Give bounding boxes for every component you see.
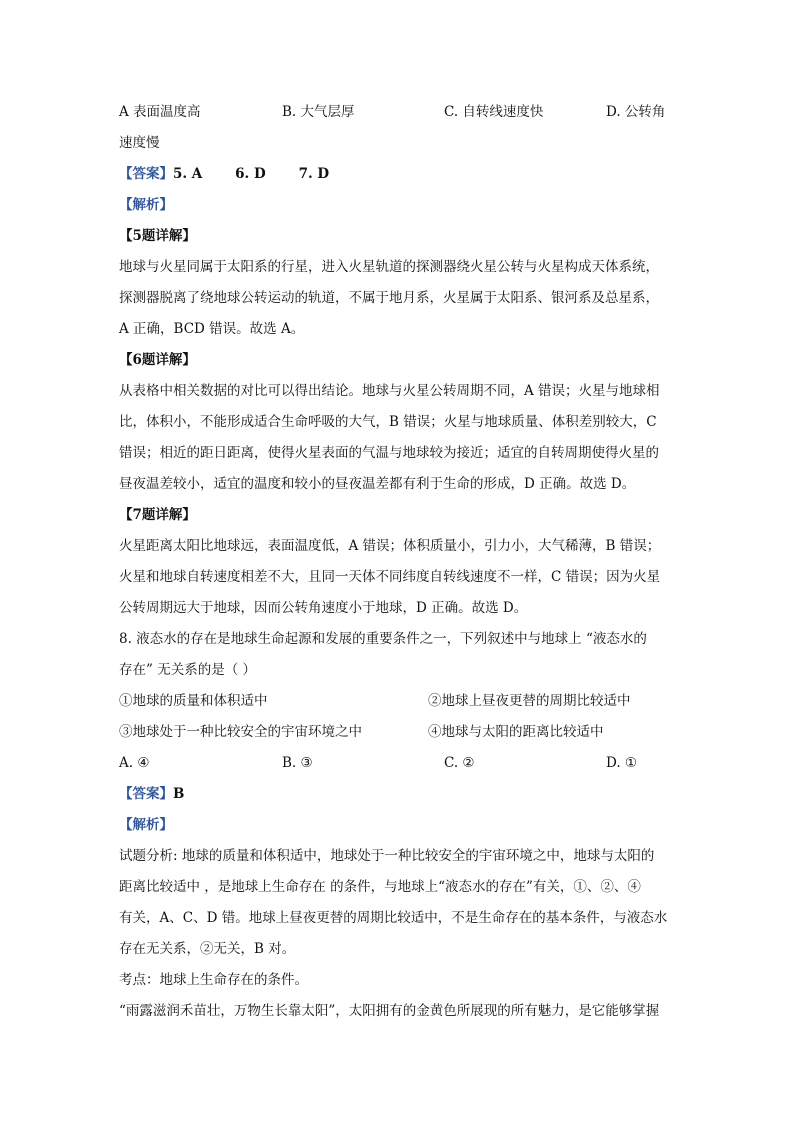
q8-items-row-1 xyxy=(119,689,679,720)
q5-line-1: 地球与火星同属于太阳系的行星，进入火星轨道的探测器绕火星公转与火星构成天体系统， xyxy=(119,259,659,275)
q8-items-row-2 xyxy=(119,720,679,751)
q8-option-b: B. ③ xyxy=(282,755,313,771)
q8-item-1: ①地球的质量和体积适中 xyxy=(119,693,268,709)
option-c: C. 自转线速度快 xyxy=(444,104,544,120)
q8-stem-line-1: 8. 液态水的存在是地球生命起源和发展的重要条件之一，下列叙述中与地球上 “液态水的 xyxy=(119,631,647,647)
option-b: B. 大气层厚 xyxy=(282,104,355,120)
document-page xyxy=(119,100,679,1030)
q8-item-3: ③地球处于一种比较安全的宇宙环境之中 xyxy=(119,724,362,740)
q8-option-a: A. ④ xyxy=(119,755,150,771)
kaodian-line: 考点：地球上生命存在的条件。 xyxy=(119,972,308,988)
q8-item-2: ②地球上昼夜更替的周期比较适中 xyxy=(428,693,631,709)
q6-line-1: 从表格中相关数据的对比可以得出结论。地球与火星公转周期不同，A 错误；火星与地球相 xyxy=(119,383,660,399)
q8-analysis-line-4: 存在无关系，②无关，B 对。 xyxy=(119,941,296,957)
q6-line-2: 比，体积小，不能形成适合生命呼吸的大气，B 错误；火星与地球质量、体积差别较大，C xyxy=(119,414,657,430)
q7-line-1: 火星距离太阳比地球远，表面温度低，A 错误；体积质量小，引力小，大气稀薄，B 错误； xyxy=(119,538,661,554)
analysis-heading xyxy=(119,193,679,224)
answer-label-2: 【答案】 xyxy=(119,786,173,802)
q7-heading-text: 【7题详解】 xyxy=(119,507,196,523)
answer-label: 【答案】 xyxy=(119,166,173,182)
analysis-label: 【解析】 xyxy=(119,197,173,213)
q8-stem-line-2: 存在” 无关系的是（ ） xyxy=(119,662,256,678)
q8-options-row xyxy=(119,751,679,782)
q6-line-3: 错误；相近的距日距离，使得火星表面的气温与地球较为接近；适宜的自转周期使得火星的 xyxy=(119,445,659,461)
analysis-label-2: 【解析】 xyxy=(119,817,173,833)
q5-line-3: A 正确，BCD 错误。故选 A。 xyxy=(119,321,305,337)
q7-line-2: 火星和地球自转速度相差不大，且同一天体不同纬度自转线速度不一样，C 错误；因为火星 xyxy=(119,569,661,585)
answer-text: 5. A 6. D 7. D xyxy=(173,166,330,182)
q7-options-row xyxy=(119,100,679,131)
q8-option-c: C. ② xyxy=(444,755,475,771)
analysis-heading-2 xyxy=(119,813,679,844)
q5-heading xyxy=(119,224,679,255)
option-d-wrap: 速度慢 xyxy=(119,135,160,151)
option-a: A 表面温度高 xyxy=(119,104,201,120)
q6-heading-text: 【6题详解】 xyxy=(119,352,196,368)
answer-text-2: B xyxy=(173,786,185,802)
option-d: D. 公转角 xyxy=(606,104,666,120)
q7-heading xyxy=(119,503,679,534)
q7-line-3: 公转周期远大于地球，因而公转角速度小于地球，D 正确。故选 D。 xyxy=(119,600,528,616)
q8-item-4: ④地球与太阳的距离比较适中 xyxy=(428,724,604,740)
q8-option-d: D. ① xyxy=(606,755,638,771)
quote-line: “雨露滋润禾苗壮，万物生长靠太阳”，太阳拥有的金黄色所展现的所有魅力，是它能够掌握 xyxy=(119,1003,660,1019)
q8-analysis-line-1: 试题分析: 地球的质量和体积适中，地球处于一种比较安全的宇宙环境之中，地球与太阳的 xyxy=(119,848,655,864)
q6-line-4: 昼夜温差较小，适宜的温度和较小的昼夜温差都有利于生命的形成，D 正确。故选 D。 xyxy=(119,476,636,492)
q8-analysis-line-2: 距离比较适中 ，是地球上生命存在 的条件，与地球上“液态水的存在”有关，①、②、④ xyxy=(119,879,641,895)
q5-heading-text: 【5题详解】 xyxy=(119,228,196,244)
q6-heading xyxy=(119,348,679,379)
q5-line-2: 探测器脱离了绕地球公转运动的轨道，不属于地月系，火星属于太阳系、银河系及总星系， xyxy=(119,290,659,306)
answer-line-1 xyxy=(119,162,679,193)
q8-analysis-line-3: 有关，A、C、D 错。地球上昼夜更替的周期比较适中，不是生命存在的基本条件，与液态水 xyxy=(119,910,668,926)
answer-line-2 xyxy=(119,782,679,813)
